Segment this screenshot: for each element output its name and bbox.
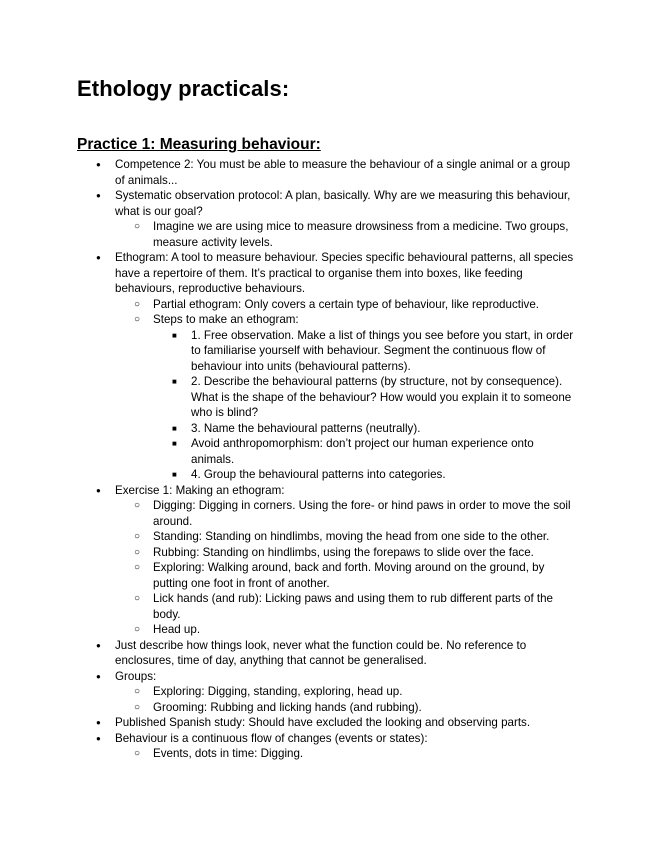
step-item xyxy=(153,436,580,467)
sub-list-item xyxy=(115,219,580,250)
list-item xyxy=(0,250,655,483)
sub-list-item xyxy=(115,684,580,700)
sub-list-item xyxy=(115,560,580,591)
sub-list-item xyxy=(115,591,580,622)
list-item-text: Published Spanish study: Should have excluded the looking and observing parts. xyxy=(115,716,531,729)
sub-list xyxy=(115,684,580,715)
step-item xyxy=(153,374,580,421)
sub-list-item-text: Grooming: Rubbing and licking hands (and rubbing). xyxy=(153,700,422,714)
sub-list-item-text: Exploring: Digging, standing, exploring, head up. xyxy=(153,685,403,698)
sub-list-item-text: Digging: Digging in corners. Using the fore- or hind paws in order to move the soil around. xyxy=(153,499,571,528)
step-item-text: Avoid anthropomorphism: don’t project our human experience onto animals. xyxy=(191,437,534,466)
list-item xyxy=(0,188,655,250)
list-item xyxy=(0,157,655,188)
step-list xyxy=(153,328,580,483)
sub-list xyxy=(115,297,580,483)
list-item-text: Systematic observation protocol: A plan, basically. Why are we measuring this behaviour, what is our goal? xyxy=(115,189,571,218)
list-item xyxy=(0,483,655,638)
bullet-list xyxy=(0,157,655,762)
notes-content xyxy=(0,157,655,762)
sub-list-item xyxy=(115,700,580,716)
document-title: Ethology practicals: xyxy=(77,76,290,101)
sub-list-item xyxy=(115,297,580,313)
step-item-text: 3. Name the behavioural patterns (neutrally). xyxy=(191,421,421,435)
step-item-text: 1. Free observation. Make a list of things you see before you start, in order to familiarise yourself with behaviour. Segment the continuous flow of behaviour into units (behavioural patterns). xyxy=(191,328,574,373)
list-item xyxy=(0,669,655,716)
sub-list-item-text: Rubbing: Standing on hindlimbs, using the forepaws to slide over the face. xyxy=(153,545,534,559)
sub-list xyxy=(115,219,580,250)
list-item-text: Ethogram: A tool to measure behaviour. Species specific behavioural patterns, all species have a repertoire of them. It’s practical to organise them into boxes, like feeding behaviours, reproductive behaviours. xyxy=(115,251,574,295)
list-item-text: Behaviour is a continuous flow of changes (events or states): xyxy=(115,731,428,745)
sub-list-item-text: Standing: Standing on hindlimbs, moving the head from one side to the other. xyxy=(153,530,550,543)
sub-list-item xyxy=(115,498,580,529)
step-item xyxy=(153,328,580,375)
sub-list-item-text: Steps to make an ethogram: xyxy=(153,313,299,326)
step-item xyxy=(153,467,580,483)
sub-list-item xyxy=(115,545,580,561)
sub-list xyxy=(115,746,580,762)
step-item xyxy=(153,421,580,437)
list-item-text: Just describe how things look, never what the function could be. No reference to enclosures, time of day, anything that cannot be generalised. xyxy=(115,638,527,667)
sub-list-item xyxy=(115,312,580,483)
sub-list-item-text: Partial ethogram: Only covers a certain type of behaviour, like reproductive. xyxy=(153,297,540,311)
sub-list-item xyxy=(115,746,580,762)
list-item xyxy=(0,638,655,669)
sub-list-item-text: Events, dots in time: Digging. xyxy=(153,747,304,760)
step-item-text: 4. Group the behavioural patterns into categories. xyxy=(191,468,446,481)
list-item-text: Competence 2: You must be able to measure the behaviour of a single animal or a group of animals... xyxy=(115,158,571,187)
list-item xyxy=(0,731,655,762)
sub-list xyxy=(115,498,580,638)
sub-list-item-text: Imagine we are using mice to measure drowsiness from a medicine. Two groups, measure activity levels. xyxy=(153,220,569,249)
list-item-text: Groups: xyxy=(115,669,157,683)
list-item xyxy=(0,715,655,731)
sub-list-item xyxy=(115,622,580,638)
sub-list-item xyxy=(115,529,580,545)
step-item-text: 2. Describe the behavioural patterns (by structure, not by consequence). What is the shape of the behaviour? How would you explain it to someone who is blind? xyxy=(191,375,572,419)
section-title: Practice 1: Measuring behaviour: xyxy=(77,136,321,153)
sub-list-item-text: Exploring: Walking around, back and forth. Moving around on the ground, by putting one foot in front of another. xyxy=(153,561,545,590)
sub-list-item-text: Lick hands (and rub): Licking paws and using them to rub different parts of the body. xyxy=(153,592,554,621)
list-item-text: Exercise 1: Making an ethogram: xyxy=(115,483,285,497)
sub-list-item-text: Head up. xyxy=(153,623,201,636)
